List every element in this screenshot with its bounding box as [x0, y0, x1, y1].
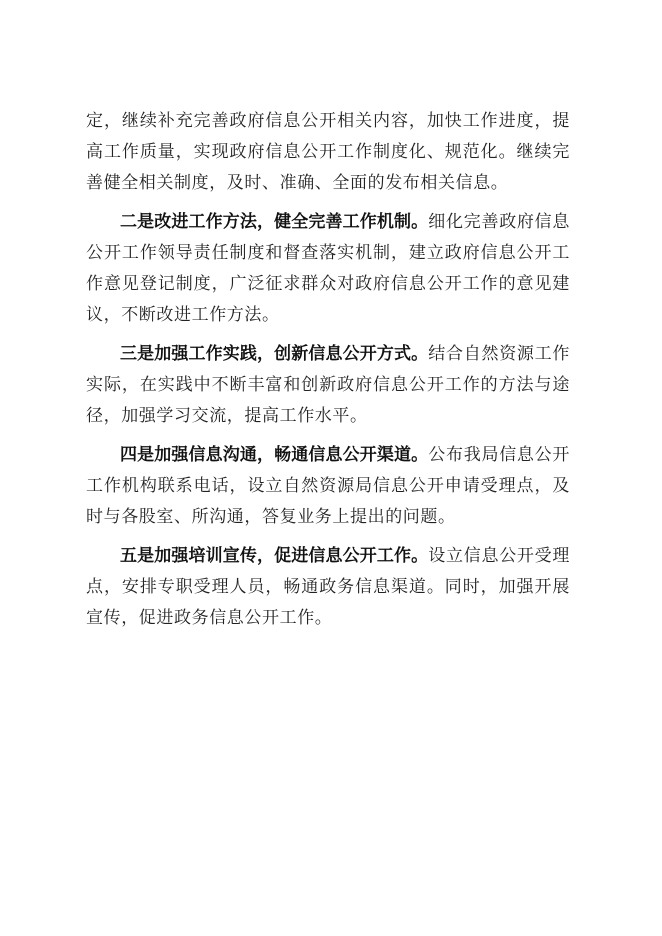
paragraph-heading: 三是加强工作实践，创新信息公开方式。 — [120, 344, 429, 364]
paragraph-body: 定，继续补充完善政府信息公开相关内容，加快工作进度，提高工作质量，实现政府信息公开工作制度化、规范化。继续完善健全相关制度，及时、准确、全面的发布相关信息。 — [86, 111, 570, 193]
paragraph-body: 公布我局信息公开工作机构联系电话，设立自然资源局信息公开申请受理点，及时与各股室、所沟通，答复业务上提出的问题。 — [86, 445, 570, 527]
paragraph-heading: 四是加强信息沟通，畅通信息公开渠道。 — [120, 445, 429, 465]
paragraph-body: 结合自然资源工作实际，在实践中不断丰富和创新政府信息公开工作的方法与途径，加强学习交流，提高工作水平。 — [86, 344, 570, 426]
paragraph-heading: 五是加强培训宣传，促进信息公开工作。 — [120, 546, 429, 566]
paragraph-body: 设立信息公开受理点，安排专职受理人员，畅通政务信息渠道。同时，加强开展宣传，促进政务信息公开工作。 — [86, 546, 570, 628]
paragraph-continuation — [86, 106, 570, 199]
paragraph-heading: 二是改进工作方法，健全完善工作机制。 — [120, 212, 429, 232]
document-page — [86, 106, 570, 634]
paragraph-item-5 — [86, 541, 570, 634]
paragraph-item-3 — [86, 339, 570, 432]
paragraph-body: 细化完善政府信息公开工作领导责任制度和督查落实机制，建立政府信息公开工作意见登记制度，广泛征求群众对政府信息公开工作的意见建议，不断改进工作方法。 — [86, 212, 570, 325]
paragraph-item-4 — [86, 440, 570, 533]
paragraph-item-2 — [86, 207, 570, 331]
